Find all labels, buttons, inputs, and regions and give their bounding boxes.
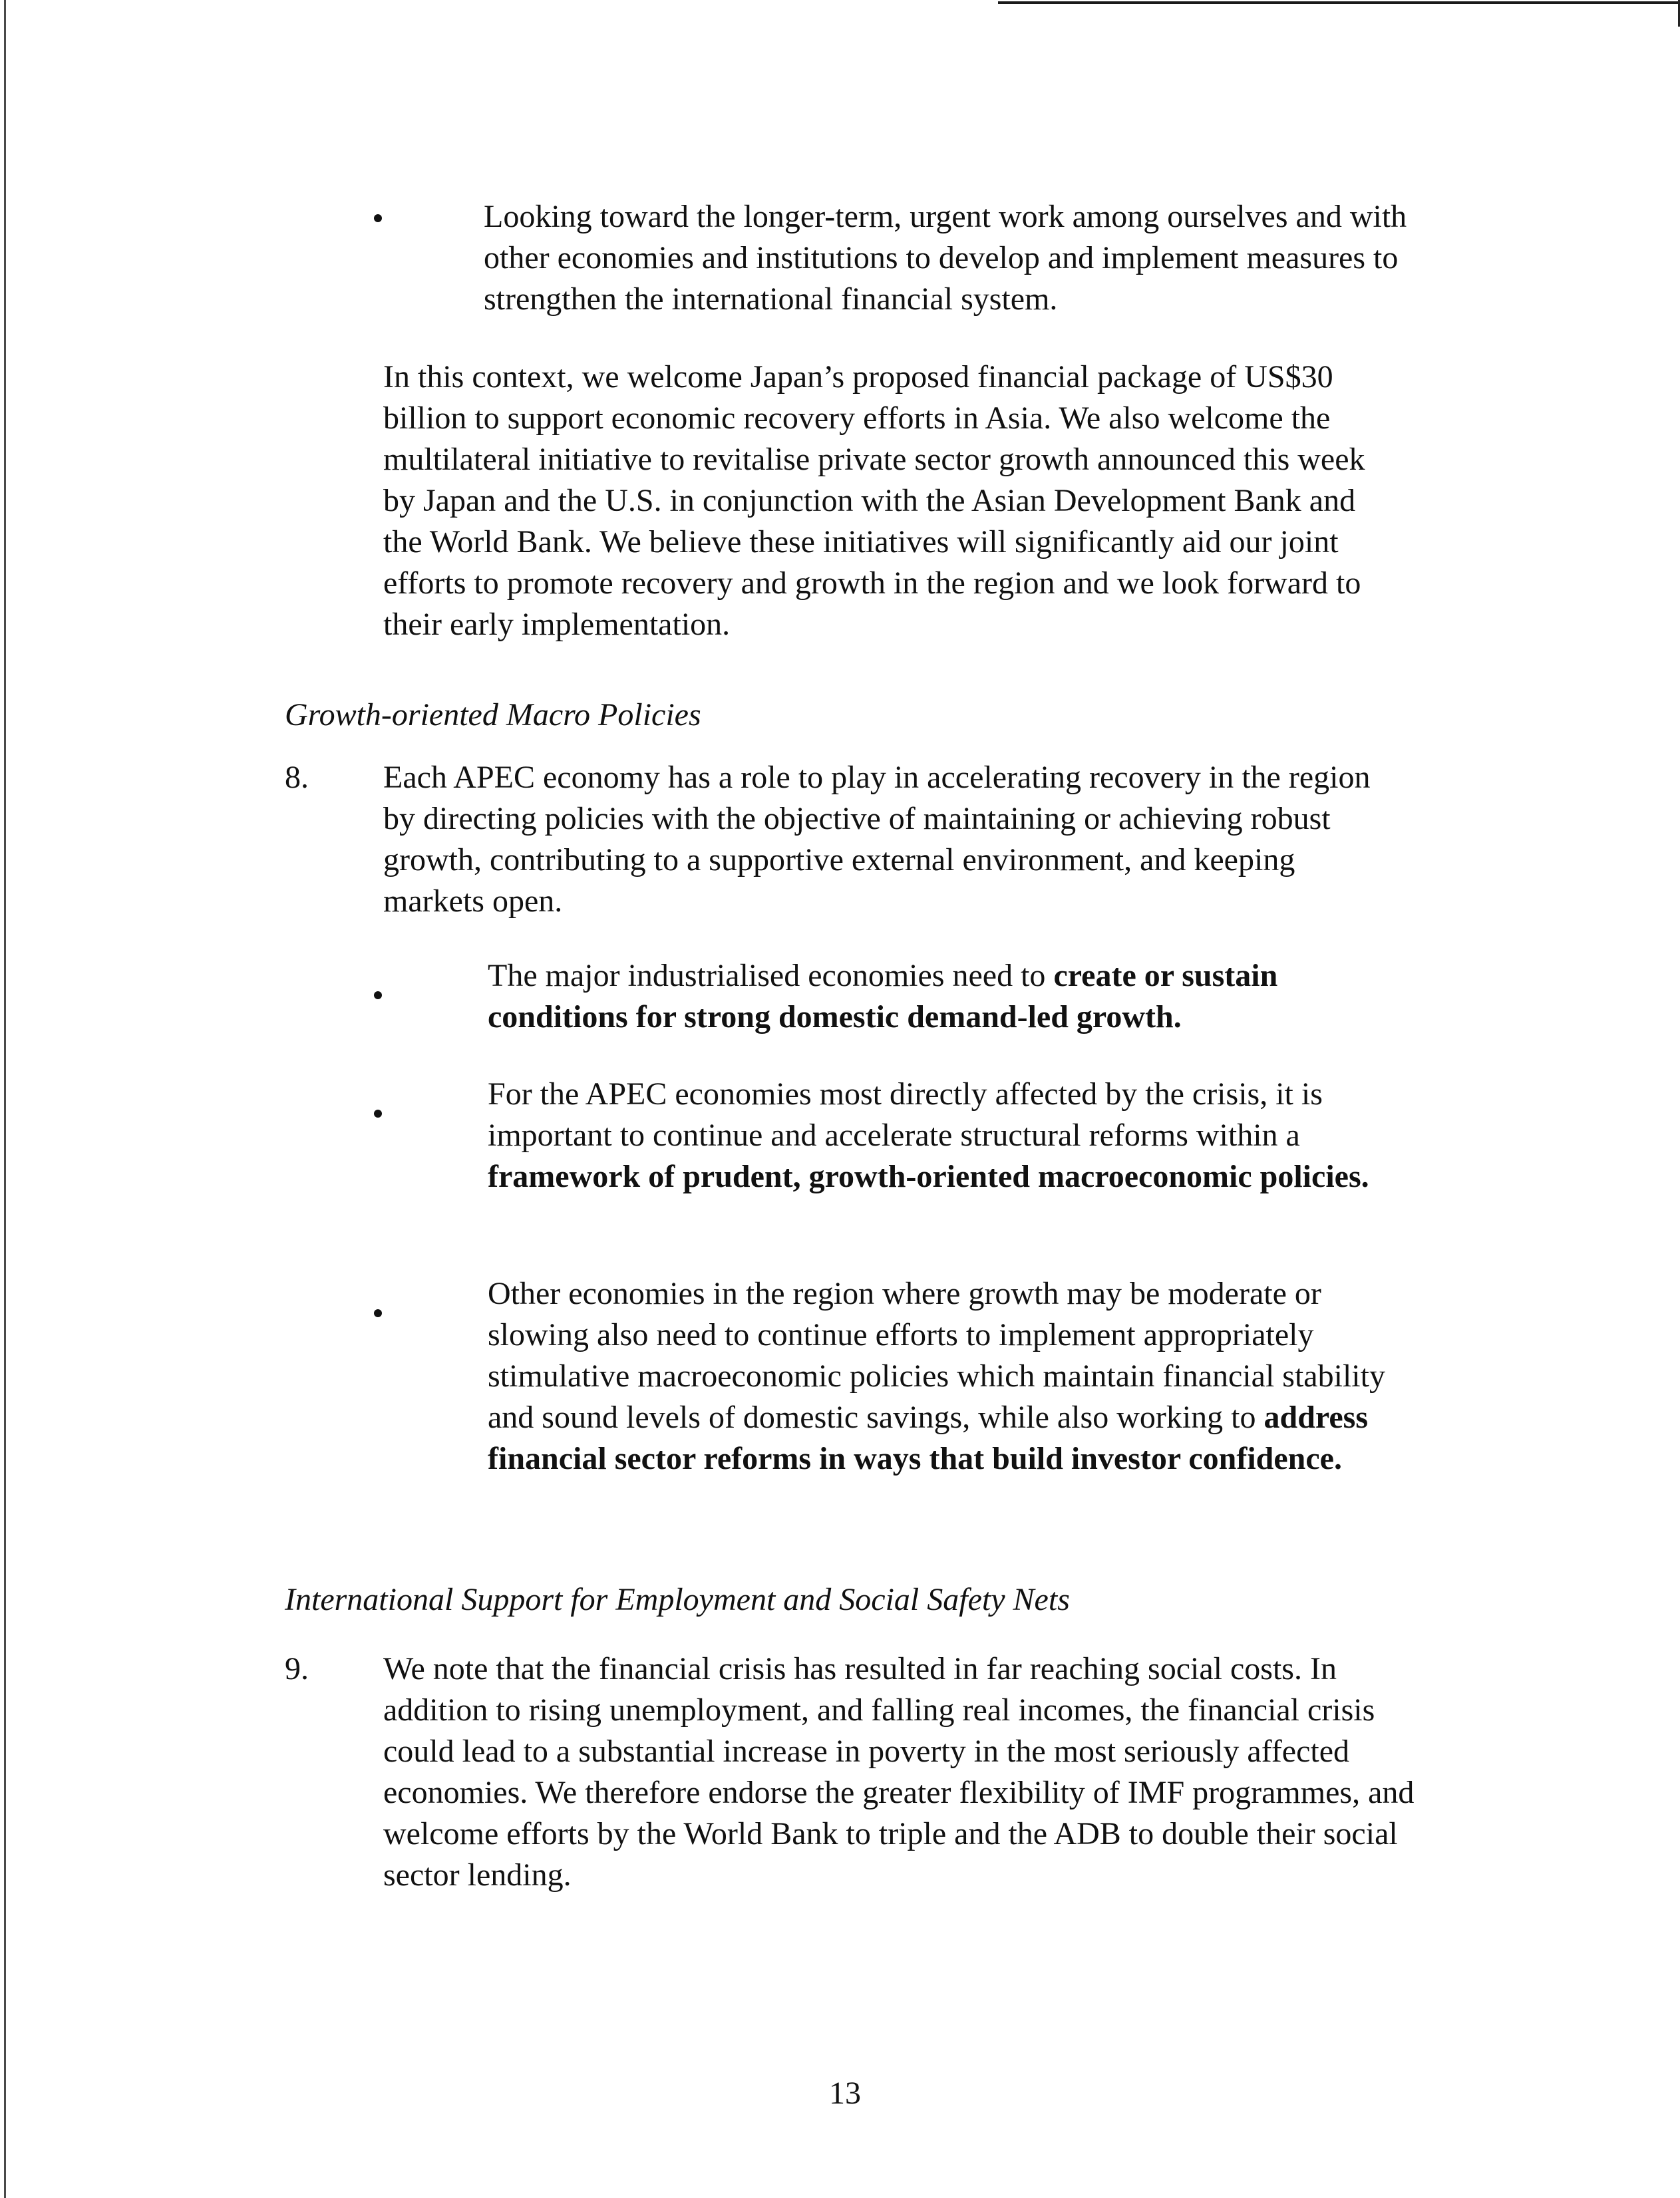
section-heading-support: International Support for Employment and Social Safety Nets: [285, 1582, 1070, 1617]
bullet-marker: [374, 214, 382, 222]
context-paragraph: In this context, we welcome Japan’s proposed financial package of US$30 billion to support economic recovery efforts in Asia. We also welcome the multilateral initiative to revitalise private sector growth announced this week by Japan and the U.S. in conjunction with the Asian Development Bank and the World Bank. We believe these initiatives will significantly aid our joint efforts to promote recovery and growth in the region and we look forward to their early implementation.: [383, 359, 1365, 642]
bullet-normal-text: The major industrialised economies need to: [488, 958, 1054, 993]
bullet-bold-text: address financial sector reforms in ways that build investor confidence.: [488, 1400, 1369, 1476]
page-number: 13: [829, 2076, 861, 2111]
bullet-normal-text: Other economies in the region where growth may be moderate or slowing also need to continue efforts to implement appropriately stimulative macroeconomic policies which maintain financial stability and sound levels of domestic savings, while also working to: [488, 1276, 1385, 1435]
paragraph-number-8: 8.: [285, 760, 309, 795]
bullet-bold-text: create or sustain conditions for strong domestic demand-led growth.: [488, 958, 1278, 1034]
paragraph-number-9: 9.: [285, 1651, 309, 1686]
paragraph-9-text: We note that the financial crisis has resulted in far reaching social costs. In addition to rising unemployment, and falling real incomes, the financial crisis could lead to a substantial increase in poverty in the most seriously affected economies. We therefore endorse the greater flexibility of IMF programmes, and welcome efforts by the World Bank to triple and the ADB to double their social sector lending.: [383, 1651, 1415, 1893]
bullet-bold-text: framework of prudent, growth-oriented macroeconomic policies.: [488, 1159, 1369, 1194]
scan-artifact-top-line: [998, 1, 1680, 4]
bullet-affected-economies: [488, 1074, 1379, 1197]
bullet-normal-text: For the APEC economies most directly affected by the crisis, it is important to continue and accelerate structural reforms within a: [488, 1076, 1323, 1153]
bullet-marker: [374, 991, 382, 999]
bullet-other-economies: [488, 1273, 1413, 1480]
bullet-marker: [374, 1110, 382, 1118]
section-heading-growth: Growth-oriented Macro Policies: [285, 697, 701, 732]
scan-artifact-left-edge: [4, 0, 6, 2198]
bullet-top-text: Looking toward the longer-term, urgent work among ourselves and with other economies and institutions to develop and implement measures to strengthen the international financial system.: [484, 199, 1407, 317]
bullet-industrialised: [488, 955, 1359, 1038]
bullet-marker: [374, 1309, 382, 1317]
paragraph-8-text: Each APEC economy has a role to play in accelerating recovery in the region by directing policies with the objective of maintaining or achieving robust growth, contributing to a supportive external environment, and keeping markets open.: [383, 760, 1371, 919]
